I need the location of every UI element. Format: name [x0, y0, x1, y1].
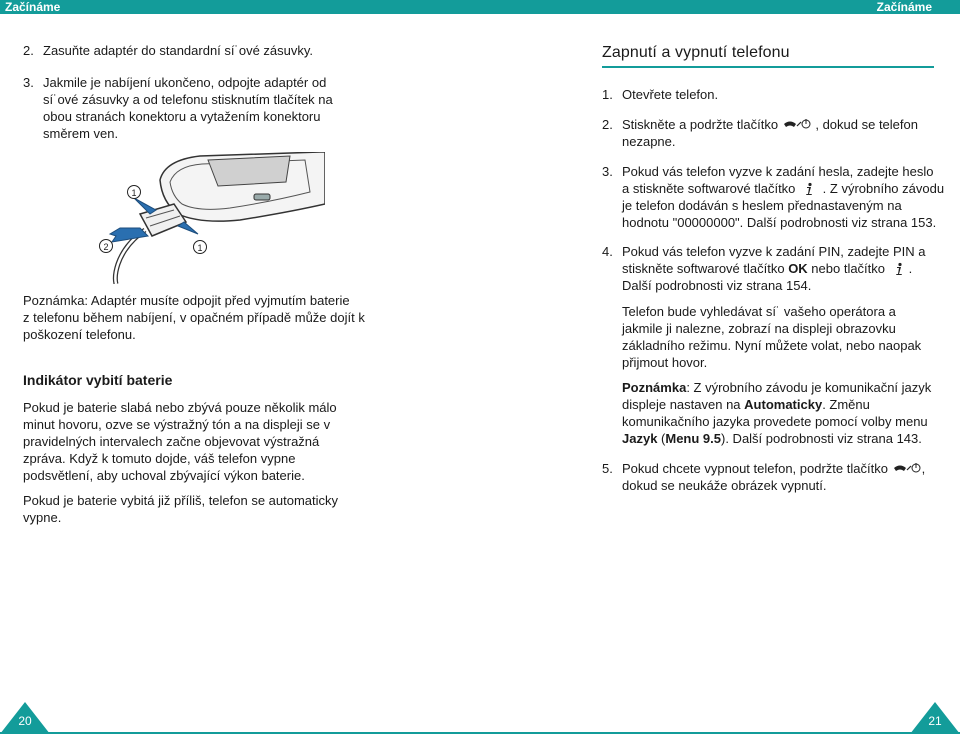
adapter-unplug-illustration: [90, 152, 325, 284]
svg-text:2: 2: [103, 242, 109, 252]
note-language: Poznámka: Z výrobního závodu je komunikační jazyk displeje nastaven na Automaticky. Změnu komunikačního jazyka provedete pomocí volby menu Jazyk (Menu 9.5). Další podrobnosti viz strana 143.: [622, 380, 932, 446]
callout-1-bottom: [194, 241, 207, 254]
power-end-key-icon: [782, 118, 812, 132]
header-bar: [0, 0, 960, 14]
page-number-left: 20: [0, 700, 50, 734]
section-title-left: Začínáme: [5, 0, 61, 14]
callout-2: [100, 240, 113, 253]
network-search-paragraph: Telefon bude vyhledávat sí˙ vašeho operátora a jakmile ji nalezne, zobrazí na displeji obrazovku základního režimu. Nyní můžete volat, nebo naopak přijmout hovor.: [622, 304, 922, 370]
heading-rule: [602, 66, 934, 68]
right-heading: Zapnutí a vypnutí telefonu: [602, 44, 790, 61]
section-title-right: Začínáme: [876, 0, 932, 14]
note-adapter: Poznámka: Adaptér musíte odpojit před vyjmutím baterie z telefonu během nabíjení, v opačném případě může dojít k poškození telefonu.: [23, 293, 365, 342]
ok-softkey-label: OK: [788, 261, 808, 276]
battery-heading: Indikátor vybití baterie: [23, 372, 173, 388]
info-softkey-icon: [799, 182, 819, 196]
callout-1-top: [128, 186, 141, 199]
power-end-key-icon: [892, 462, 922, 476]
battery-paragraph-2: Pokud je baterie vybitá již příliš, telefon se automaticky vypne.: [23, 493, 339, 525]
battery-paragraph-1: Pokud je baterie slabá nebo zbývá pouze několik málo minut hovoru, ozve se výstražný tón a na displeji se v pravidelných intervalech začne objevovat výstražná zpráva. Když k tomuto dojde, váš telefon vypne podsvětlení, aby uchoval zbývající výkon baterie.: [23, 400, 337, 483]
svg-text:1: 1: [131, 188, 137, 198]
svg-text:1: 1: [197, 243, 203, 253]
page-number-right: 21: [910, 700, 960, 734]
info-softkey-icon: [889, 262, 909, 276]
